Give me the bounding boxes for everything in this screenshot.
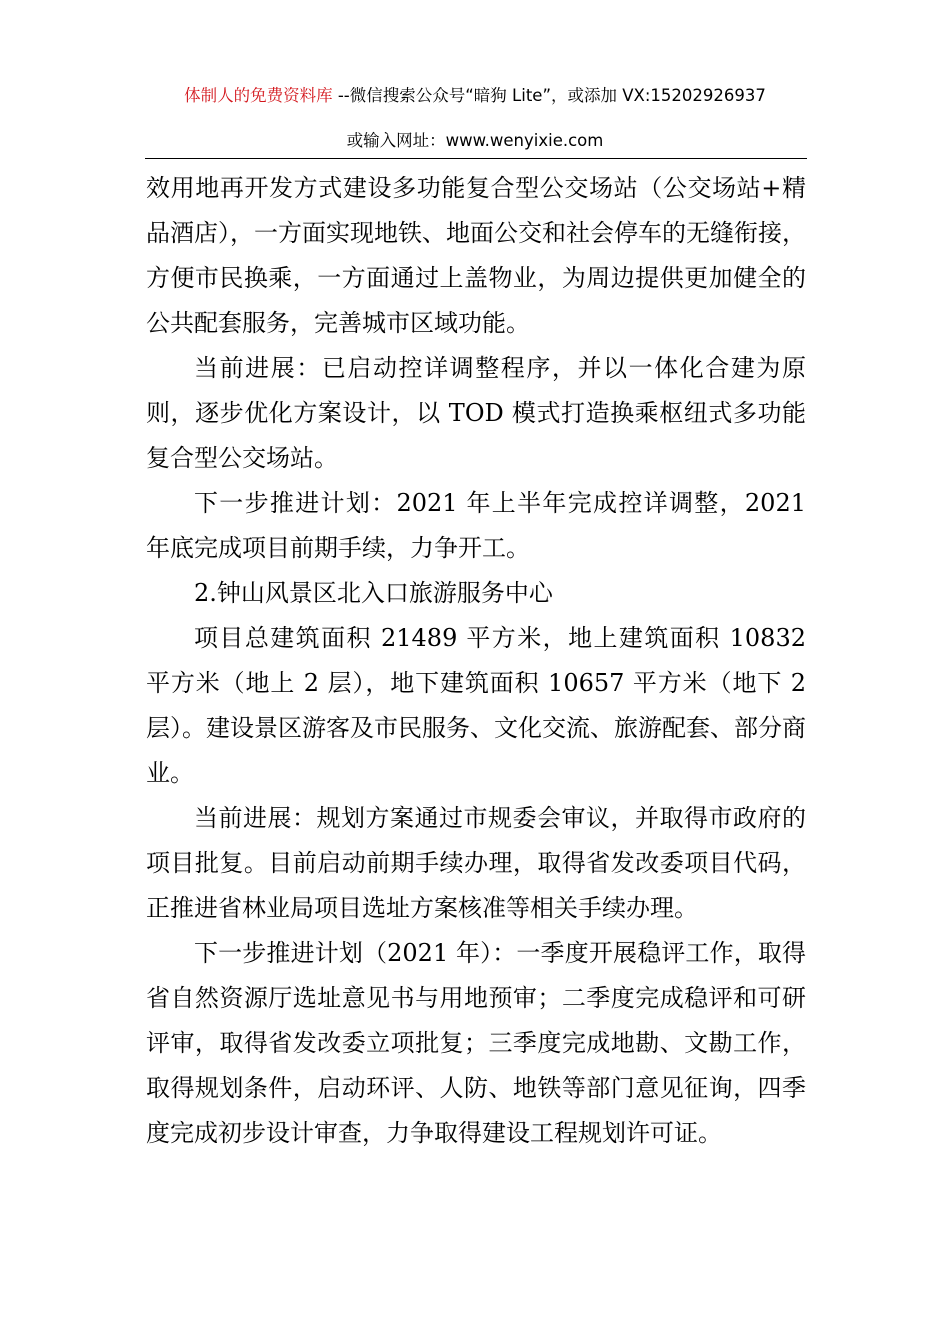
watermark-contact: --微信搜索公众号“暗狗 Lite”，或添加 VX:15202926937: [332, 86, 766, 105]
paragraph-plan-1: 下一步推进计划：2021 年上半年完成控详调整，2021 年底完成项目前期手续，力争开工。: [146, 489, 806, 562]
watermark-header: [0, 84, 950, 108]
paragraph-progress-2: 当前进展：规划方案通过市规委会审议，并取得市政府的项目批复。目前启动前期手续办理，取得省发改委项目代码，正推进省林业局项目选址方案核准等相关手续办理。: [146, 804, 806, 922]
watermark-website: 或输入网址：www.wenyixie.com: [346, 131, 604, 150]
document-body: [146, 166, 806, 1156]
paragraph-continuation: 效用地再开发方式建设多功能复合型公交场站（公交场站+精品酒店），一方面实现地铁、地面公交和社会停车的无缝衔接，方便市民换乘，一方面通过上盖物业，为周边提供更加健全的公共配套服务，完善城市区域功能。: [146, 174, 806, 337]
watermark-brand: 体制人的免费资料库: [184, 86, 333, 105]
paragraph-progress-1: 当前进展：已启动控详调整程序，并以一体化合建为原则，逐步优化方案设计，以 TOD 模式打造换乘枢纽式多功能复合型公交场站。: [146, 354, 806, 472]
section-heading-2: 2.钟山风景区北入口旅游服务中心: [194, 579, 553, 607]
paragraph-project-scope: 项目总建筑面积 21489 平方米，地上建筑面积 10832 平方米（地上 2 层），地下建筑面积 10657 平方米（地下 2 层）。建设景区游客及市民服务、文化交流、旅游配套、部分商业。: [146, 624, 806, 787]
paragraph-plan-2: 下一步推进计划（2021 年）：一季度开展稳评工作，取得省自然资源厅选址意见书与用地预审；二季度完成稳评和可研评审，取得省发改委立项批复；三季度完成地勘、文勘工作，取得规划条件，启动环评、人防、地铁等部门意见征询，四季度完成初步设计审查，力争取得建设工程规划许可证。: [146, 939, 806, 1147]
header-divider: [145, 158, 807, 159]
